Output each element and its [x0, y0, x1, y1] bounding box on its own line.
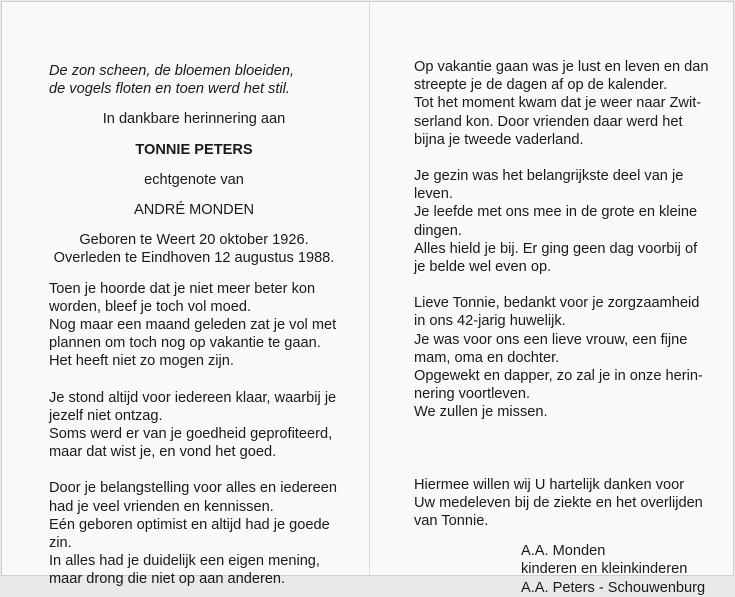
verse-line: de vogels floten en toen werd het stil.	[49, 81, 290, 98]
text-line: Je stond altijd voor iedereen klaar, waarbij je	[49, 389, 337, 406]
text-line: serland kon. Door vrienden daar werd het	[414, 113, 683, 130]
birth-line: Geboren te Weert 20 oktober 1926.	[79, 232, 309, 249]
paragraph-illness	[49, 280, 339, 371]
text-line: Op vakantie gaan was je lust en leven en dan	[414, 59, 709, 75]
text-line: je belde wel even op.	[414, 259, 552, 276]
text-line: nering voortleven.	[414, 386, 531, 403]
paragraph-character	[49, 479, 339, 588]
text-line: Lieve Tonnie, bedankt voor je zorgzaamheid	[414, 295, 700, 312]
spouse-name: ANDRÉ MONDEN	[134, 202, 254, 219]
paragraph-holidays	[414, 58, 714, 149]
deceased-name: TONNIE PETERS	[135, 141, 253, 158]
life-dates	[49, 231, 339, 267]
text-line: in ons 42-jarig huwelijk.	[414, 313, 566, 330]
text-line: worden, bleef je toch vol moed.	[49, 298, 251, 315]
text-line: bijna je tweede vaderland.	[414, 131, 584, 148]
death-line: Overleden te Eindhoven 12 augustus 1988.	[53, 250, 335, 267]
text-line: Nog maar een maand geleden zat je vol met	[49, 317, 337, 334]
signatures	[414, 542, 714, 597]
text-line: Soms werd er van je goedheid geprofiteerd,	[49, 426, 333, 443]
signature-line: kinderen en kleinkinderen	[521, 561, 688, 578]
text-line: Je leefde met ons mee in de grote en kleine	[414, 204, 698, 221]
text-line: maar dat wist je, en vond het goed.	[49, 444, 277, 461]
text-line: Toen je hoorde dat je niet meer beter kon	[49, 280, 316, 297]
relation-text: echtgenote van	[144, 171, 244, 188]
text-line: Tot het moment kwam dat je weer naar Zwit-	[414, 95, 702, 112]
right-panel	[414, 58, 714, 597]
text-line: leven.	[414, 186, 453, 203]
text-line: jezelf niet ontzag.	[49, 407, 163, 424]
paragraph-farewell	[414, 294, 714, 421]
text-line: In alles had je duidelijk een eigen mening,	[49, 553, 320, 570]
signature-line: A.A. Monden	[521, 543, 606, 560]
text-line: Hiermee willen wij U hartelijk danken voor	[414, 476, 685, 493]
text-line: van Tonnie.	[414, 513, 489, 530]
memorial-card	[1, 1, 734, 596]
text-line: had je veel vrienden en kennissen.	[49, 498, 274, 515]
paragraph-family	[414, 167, 714, 276]
text-line: Alles hield je bij. Er ging geen dag voorbij of	[414, 240, 698, 257]
text-line: Je gezin was het belangrijkste deel van je	[414, 168, 684, 185]
opening-verse	[49, 62, 339, 98]
text-line: plannen om toch nog op vakantie te gaan.	[49, 335, 321, 352]
text-line: Uw medeleven bij de ziekte en het overlijden	[414, 494, 703, 511]
text-line: zin.	[49, 535, 72, 552]
text-line: Door je belangstelling voor alles en iedereen	[49, 480, 338, 497]
text-line: maar drong die niet op aan anderen.	[49, 571, 286, 588]
dedication-intro: In dankbare herinnering aan	[102, 111, 286, 128]
text-line: Het heeft niet zo mogen zijn.	[49, 353, 234, 370]
text-line: Opgewekt en dapper, zo zal je in onze herin-	[414, 368, 703, 385]
text-line: streepte je de dagen af op de kalender.	[414, 77, 668, 94]
card-fold-line	[369, 2, 370, 575]
text-line: Je was voor ons een lieve vrouw, een fijne	[414, 331, 688, 348]
paragraph-kindness	[49, 389, 339, 462]
text-line: We zullen je missen.	[414, 404, 548, 421]
text-line: Eén geboren optimist en altijd had je goede	[49, 516, 330, 533]
thanks-message	[414, 476, 714, 531]
verse-line: De zon scheen, de bloemen bloeiden,	[49, 63, 295, 79]
text-line: dingen.	[414, 222, 462, 239]
signature-line: A.A. Peters - Schouwenburg	[521, 579, 706, 596]
text-line: mam, oma en dochter.	[414, 349, 560, 366]
left-panel	[49, 62, 339, 589]
